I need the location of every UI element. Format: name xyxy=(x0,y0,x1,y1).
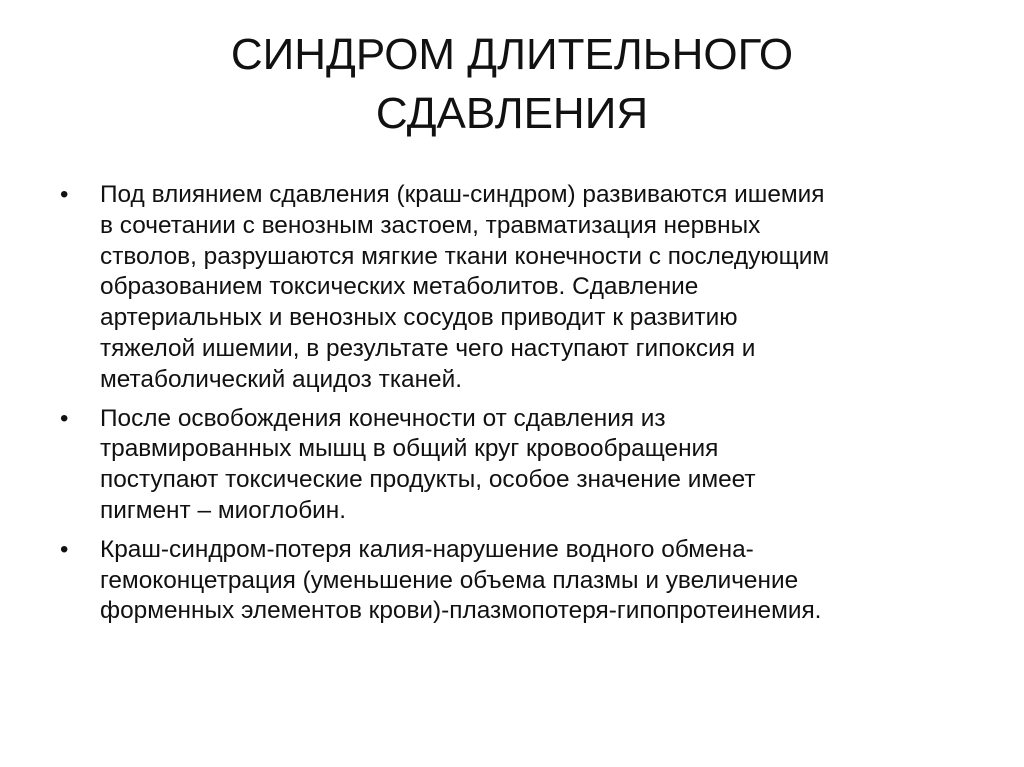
bullet-icon: • xyxy=(60,404,69,432)
bullet-1-line-7: метаболический ацидоз тканей. xyxy=(100,365,463,393)
bullet-item-1 xyxy=(58,180,976,396)
bullet-2-line-1: После освобождения конечности от сдавления из xyxy=(100,404,666,432)
bullet-1-line-5: артериальных и венозных сосудов приводит к развитию xyxy=(100,304,738,332)
bullet-2-line-3: поступают токсические продукты, особое значение имеет xyxy=(100,466,756,494)
bullet-list xyxy=(58,180,976,635)
bullet-1-line-2: в сочетании с венозным застоем, травматизация нервных xyxy=(100,211,761,239)
bullet-1-line-1: Под влиянием сдавления (краш-синдром) развиваются ишемия xyxy=(100,181,825,208)
bullet-3-line-1: Краш-синдром-потеря калия-нарушение водного обмена- xyxy=(100,535,754,563)
bullet-item-3 xyxy=(58,535,976,627)
bullet-1-line-4: образованием токсических метаболитов. Сдавление xyxy=(100,273,699,301)
bullet-2-line-2: травмированных мышц в общий круг кровообращения xyxy=(100,435,719,463)
title-line-2: СДАВЛЕНИЯ xyxy=(375,88,649,138)
bullet-item-2 xyxy=(58,404,976,527)
slide-title xyxy=(80,26,944,143)
bullet-2-line-4: пигмент – миоглобин. xyxy=(100,496,347,524)
bullet-1-line-3: стволов, разрушаются мягкие ткани конечности с последующим xyxy=(100,242,830,270)
bullet-3-line-3: форменных элементов крови)-плазмопотеря-гипопротеинемия. xyxy=(100,597,822,625)
bullet-icon: • xyxy=(60,181,69,208)
bullet-1-line-6: тяжелой ишемии, в результате чего наступают гипоксия и xyxy=(100,334,756,362)
bullet-icon: • xyxy=(60,535,69,563)
bullet-3-line-2: гемоконцетрация (уменьшение объема плазмы и увеличение xyxy=(100,566,799,594)
title-line-1: СИНДРОМ ДЛИТЕЛЬНОГО xyxy=(230,30,794,79)
